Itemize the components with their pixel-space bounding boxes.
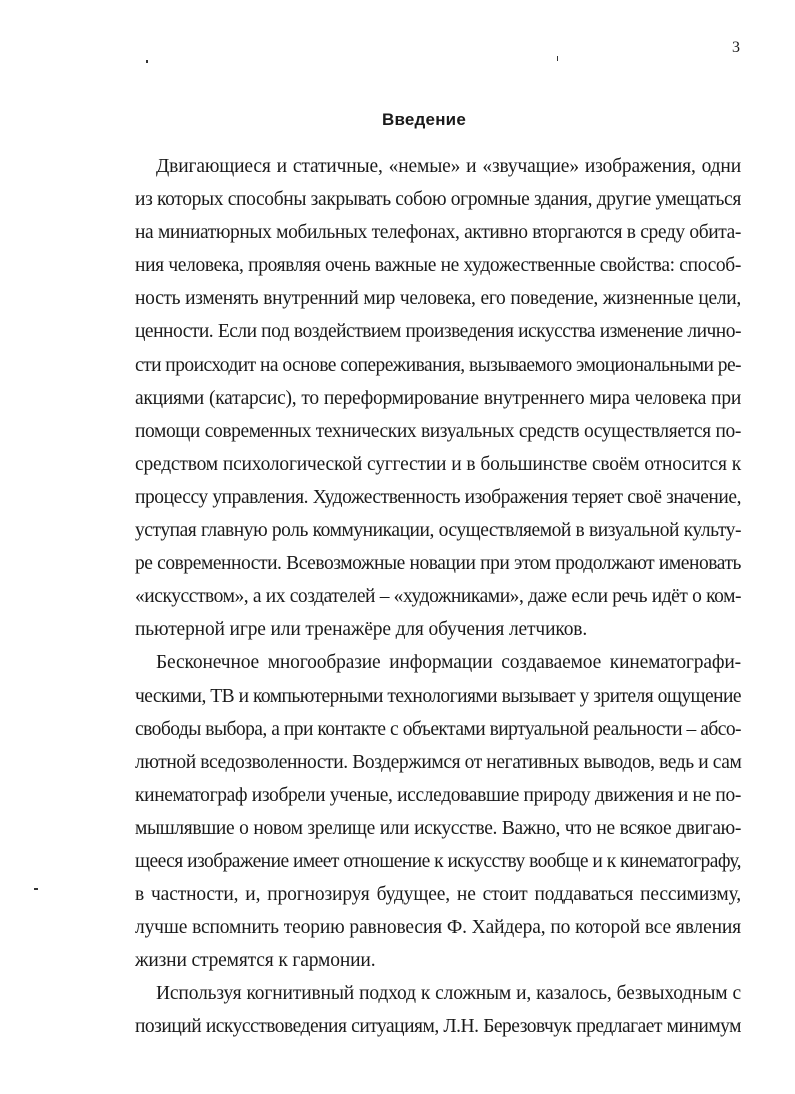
text-line: ность изменять внутренний мир человека, его поведение, жизненные цели,	[135, 288, 741, 310]
text-line: пьютерной игре или тренажёре для обучения летчиков.	[135, 619, 588, 641]
text-line: лютной вседозволенности. Воздержимся от негативных выводов, ведь и сам	[135, 751, 742, 773]
body-text	[135, 150, 741, 1044]
text-line: помощи современных технических визуальных средств осуществляется по-	[135, 420, 741, 442]
text-line: средством психологической суггестии и в большинстве своём относится к	[135, 453, 741, 475]
paragraph-3	[135, 977, 741, 1043]
text-line: ния человека, проявляя очень важные не художественные свойства: способ-	[135, 255, 741, 277]
page-number: 3	[732, 39, 740, 56]
text-line: Бесконечное многообразие информации создаваемое кинематографи-	[156, 652, 741, 674]
scan-speck	[34, 888, 38, 890]
text-line: кинематограф изобрели ученые, исследовавшие природу движения и не по-	[135, 784, 741, 806]
text-line: ценности. Если под воздействием произведения искусства изменение лично-	[135, 321, 741, 343]
text-line: ческими, ТВ и компьютерными технологиями вызывает у зрителя ощущение	[135, 685, 741, 707]
text-line: Используя когнитивный подход к сложным и, казалось, безвыходным с	[156, 983, 741, 1005]
text-line: лучше вспомнить теорию равновесия Ф. Хайдера, по которой все явления	[135, 917, 741, 939]
text-line: акциями (катарсис), то переформирование внутреннего мира человека при	[135, 387, 741, 409]
paragraph-1	[135, 150, 741, 646]
text-line: ре современности. Всевозможные новации при этом продолжают именовать	[135, 553, 741, 575]
text-line: уступая главную роль коммуникации, осуществляемой в визуальной культу-	[135, 520, 741, 542]
text-line: сти происходит на основе сопереживания, вызываемого эмоциональными ре-	[135, 354, 741, 376]
scan-speck	[146, 60, 148, 63]
text-line: Двигающиеся и статичные, «немые» и «звучащие» изображения, одни	[156, 156, 741, 177]
section-heading: Введение	[382, 110, 466, 129]
text-line: в частности, и, прогнозируя будущее, не стоит поддаваться пессимизму,	[135, 884, 741, 906]
text-line: позиций искусствоведения ситуациям, Л.Н. Березовчук предлагает минимум	[135, 1016, 741, 1038]
text-line: щееся изображение имеет отношение к искусству вообще и к кинематографу,	[135, 850, 741, 872]
text-line: на миниатюрных мобильных телефонах, активно вторгаются в среду обита-	[135, 222, 741, 244]
text-line: процессу управления. Художественность изображения теряет своё значение,	[135, 486, 741, 508]
text-line: мышлявшие о новом зрелище или искусстве. Важно, что не всякое двигаю-	[135, 817, 741, 839]
scan-speck	[557, 56, 558, 61]
text-line: жизни стремятся к гармонии.	[135, 950, 376, 972]
text-line: из которых способны закрывать собою огромные здания, другие умещаться	[135, 189, 741, 211]
text-line: свободы выбора, а при контакте с объектами виртуальной реальности – абсо-	[135, 718, 741, 740]
paragraph-2	[135, 646, 741, 977]
text-line: «искусством», а их создателей – «художниками», даже если речь идёт о ком-	[135, 586, 741, 608]
